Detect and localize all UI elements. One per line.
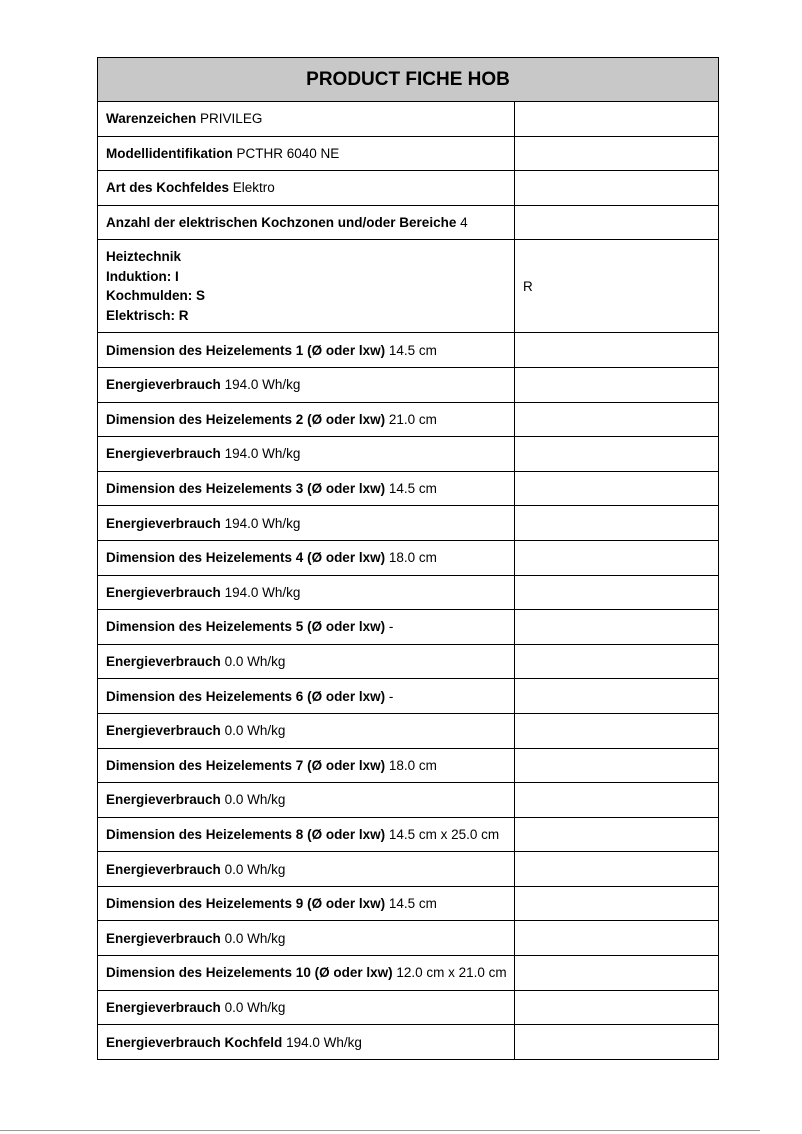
table-row — [98, 136, 719, 171]
row-label-cell — [98, 713, 515, 748]
row-blank-cell — [515, 783, 719, 818]
row-label-cell — [98, 990, 515, 1025]
row-label: Dimension des Heizelements 9 (Ø oder lxw) — [106, 896, 386, 912]
heiztechnik-line: Kochmulden: S — [106, 288, 206, 304]
table-row — [98, 956, 719, 991]
row-value: 194.0 Wh/kg — [224, 446, 301, 462]
row-blank-cell — [515, 540, 719, 575]
row-label: Dimension des Heizelements 4 (Ø oder lxw) — [106, 550, 386, 566]
row-value: 194.0 Wh/kg — [224, 377, 301, 393]
table-row — [98, 748, 719, 783]
row-label-cell — [98, 817, 515, 852]
row-label: Dimension des Heizelements 10 (Ø oder lxw) — [106, 965, 393, 981]
row-label: Dimension des Heizelements 8 (Ø oder lxw) — [106, 826, 386, 842]
row-label-cell — [98, 102, 515, 137]
row-blank-cell — [515, 713, 719, 748]
row-label: Energieverbrauch — [106, 999, 221, 1015]
row-blank-cell — [515, 748, 719, 783]
row-value: 4 — [460, 215, 468, 231]
row-label-cell — [98, 540, 515, 575]
row-blank-cell — [515, 471, 719, 506]
table-row — [98, 575, 719, 610]
row-label-cell — [98, 852, 515, 887]
row-value: 0.0 Wh/kg — [224, 999, 286, 1015]
row-label-cell — [98, 886, 515, 921]
row-blank-cell — [515, 136, 719, 171]
heiztechnik-label-cell — [98, 240, 515, 333]
row-value: 0.0 Wh/kg — [224, 654, 286, 670]
table-row — [98, 402, 719, 437]
row-value: PCTHR 6040 NE — [236, 145, 340, 161]
row-blank-cell — [515, 367, 719, 402]
row-label-cell — [98, 367, 515, 402]
row-label: Modellidentifikation — [106, 145, 233, 161]
row-label-cell — [98, 679, 515, 714]
heiztechnik-line: Heiztechnik — [106, 249, 182, 265]
table-row — [98, 921, 719, 956]
row-value: 14.5 cm x 25.0 cm — [388, 826, 500, 842]
row-label: Energieverbrauch — [106, 377, 221, 393]
row-label-cell — [98, 402, 515, 437]
table-row — [98, 713, 719, 748]
row-blank-cell — [515, 990, 719, 1025]
row-label: Energieverbrauch — [106, 654, 221, 670]
heiztechnik-value: R — [515, 240, 719, 333]
row-label-cell — [98, 783, 515, 818]
row-value: 14.5 cm — [388, 481, 437, 497]
product-fiche-table — [97, 57, 719, 1060]
row-label-cell — [98, 171, 515, 206]
table-row — [98, 644, 719, 679]
table-row — [98, 610, 719, 645]
row-blank-cell — [515, 610, 719, 645]
row-label: Energieverbrauch — [106, 930, 221, 946]
row-value: 14.5 cm — [388, 342, 437, 358]
table-row — [98, 437, 719, 472]
row-value: 194.0 Wh/kg — [224, 515, 301, 531]
row-value: - — [388, 688, 394, 704]
row-label-cell — [98, 471, 515, 506]
heiztechnik-line: Elektrisch: R — [106, 307, 189, 323]
row-value: 12.0 cm x 21.0 cm — [396, 965, 507, 981]
table-row — [98, 817, 719, 852]
table-row — [98, 102, 719, 137]
row-value: 0.0 Wh/kg — [224, 723, 286, 739]
row-value: 0.0 Wh/kg — [224, 930, 286, 946]
title-row — [98, 58, 719, 102]
row-blank-cell — [515, 205, 719, 240]
heiztechnik-line: Induktion: I — [106, 268, 179, 284]
row-label: Dimension des Heizelements 3 (Ø oder lxw) — [106, 481, 386, 497]
row-label: Energieverbrauch — [106, 515, 221, 531]
row-label: Energieverbrauch — [106, 861, 221, 877]
row-label-cell — [98, 205, 515, 240]
row-label: Energieverbrauch — [106, 584, 221, 600]
table-row — [98, 886, 719, 921]
row-blank-cell — [515, 437, 719, 472]
row-value: 14.5 cm — [388, 896, 437, 912]
row-label-cell — [98, 644, 515, 679]
page-bottom-rule — [0, 1130, 760, 1131]
row-label-cell — [98, 575, 515, 610]
table-row — [98, 367, 719, 402]
row-blank-cell — [515, 852, 719, 887]
table-row — [98, 1025, 719, 1060]
row-value: 18.0 cm — [388, 550, 437, 566]
row-label-cell — [98, 506, 515, 541]
table-row — [98, 540, 719, 575]
row-label: Dimension des Heizelements 5 (Ø oder lxw) — [106, 619, 386, 635]
row-label: Dimension des Heizelements 7 (Ø oder lxw) — [106, 757, 386, 773]
table-row — [98, 506, 719, 541]
row-blank-cell — [515, 644, 719, 679]
row-value: 194.0 Wh/kg — [224, 584, 301, 600]
row-label-cell — [98, 333, 515, 368]
row-label-cell — [98, 1025, 515, 1060]
heiztechnik-row — [98, 240, 719, 333]
table-row — [98, 852, 719, 887]
row-blank-cell — [515, 333, 719, 368]
row-blank-cell — [515, 817, 719, 852]
row-value: 0.0 Wh/kg — [224, 792, 286, 808]
row-label: Art des Kochfeldes — [106, 180, 230, 196]
row-blank-cell — [515, 171, 719, 206]
row-label-cell — [98, 136, 515, 171]
row-label: Energieverbrauch Kochfeld — [106, 1034, 283, 1050]
row-label-cell — [98, 610, 515, 645]
fiche-title: PRODUCT FICHE HOB — [98, 58, 719, 102]
row-label: Energieverbrauch — [106, 723, 221, 739]
table-row — [98, 205, 719, 240]
row-blank-cell — [515, 506, 719, 541]
table-row — [98, 171, 719, 206]
row-value: 18.0 cm — [388, 757, 437, 773]
row-label: Dimension des Heizelements 6 (Ø oder lxw) — [106, 688, 386, 704]
row-label: Energieverbrauch — [106, 446, 221, 462]
row-value: 0.0 Wh/kg — [224, 861, 286, 877]
row-label-cell — [98, 437, 515, 472]
row-blank-cell — [515, 1025, 719, 1060]
table-row — [98, 990, 719, 1025]
row-blank-cell — [515, 402, 719, 437]
row-label-cell — [98, 748, 515, 783]
row-label: Dimension des Heizelements 2 (Ø oder lxw) — [106, 411, 386, 427]
row-label: Warenzeichen — [106, 111, 197, 127]
row-label: Anzahl der elektrischen Kochzonen und/oder Bereiche — [106, 215, 457, 231]
row-label-cell — [98, 921, 515, 956]
row-blank-cell — [515, 575, 719, 610]
row-blank-cell — [515, 921, 719, 956]
row-blank-cell — [515, 679, 719, 714]
row-value: PRIVILEG — [200, 111, 263, 127]
table-row — [98, 471, 719, 506]
row-label: Dimension des Heizelements 1 (Ø oder lxw) — [106, 342, 386, 358]
row-value: 194.0 Wh/kg — [286, 1034, 362, 1050]
row-label-cell — [98, 956, 515, 991]
table-row — [98, 783, 719, 818]
table-row — [98, 679, 719, 714]
row-blank-cell — [515, 102, 719, 137]
row-value: Elektro — [232, 180, 275, 196]
row-label: Energieverbrauch — [106, 792, 221, 808]
row-value: 21.0 cm — [388, 411, 437, 427]
row-blank-cell — [515, 886, 719, 921]
row-blank-cell — [515, 956, 719, 991]
row-value: - — [388, 619, 394, 635]
table-row — [98, 333, 719, 368]
